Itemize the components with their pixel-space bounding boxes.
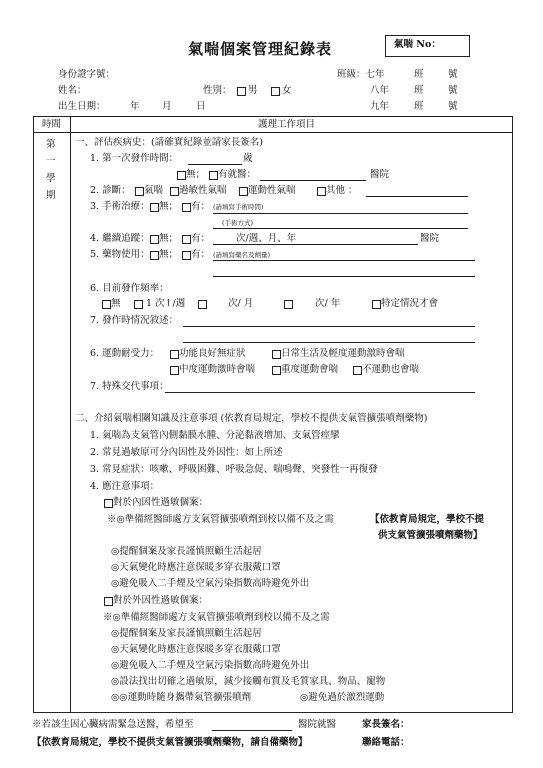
- q2-opt-label: 其他 ：: [326, 185, 358, 196]
- q6b-label: 6. 運動耐受力：: [90, 348, 160, 359]
- q6b-opt-label: 中度運動激時會喘: [179, 364, 256, 375]
- q7-field-1[interactable]: [183, 326, 475, 327]
- q7b-field[interactable]: [165, 392, 475, 393]
- footer-hospital: 醫院就醫: [298, 719, 337, 730]
- ban-label: 班: [414, 85, 424, 96]
- q1-hospital-label: 醫院: [370, 169, 390, 180]
- q1-label: 1. 第一次發作時間：: [90, 153, 179, 164]
- form-title: 氣喘個案管理紀錄表: [188, 40, 333, 58]
- internal-item: ◎天氣變化時應注意保暖多穿衣服戴口罩: [111, 562, 281, 573]
- q7b-label: 7. 特殊交代事項：: [90, 381, 169, 392]
- external-item: ◎天氣變化時應注意保暖多穿衣服戴口罩: [111, 644, 281, 655]
- q4-has-checkbox[interactable]: [182, 235, 191, 244]
- year-label: 年: [130, 101, 140, 112]
- q3-method-field[interactable]: [213, 228, 468, 229]
- q2-opt-label: 氣喘: [144, 185, 164, 196]
- male-checkbox[interactable]: [237, 87, 246, 96]
- internal-note-bold: 【依教育局規定，學校不提: [370, 514, 485, 525]
- q5-has-checkbox[interactable]: [182, 251, 191, 260]
- q5-label: 5. 藥物使用：: [90, 249, 150, 260]
- q1-hospital-field[interactable]: [260, 180, 366, 181]
- q3-has-checkbox[interactable]: [182, 203, 191, 212]
- q3-none-checkbox[interactable]: [150, 203, 159, 212]
- sec2-item: 1. 氣喘為支氣管內側黏膜水腫、分泌黏液增加、支氣管痙攣: [90, 430, 340, 441]
- birth-label: 出生日期：: [58, 101, 106, 112]
- external-item: ◎避免過於激烈運動: [300, 692, 385, 703]
- external-item: ◎設法找出切確之過敏原，減少接觸布質及毛質家具、物品、寵物: [111, 676, 386, 687]
- external-item: ◎提醒個案及家長謹慎照顧生活起居: [111, 628, 262, 639]
- q1-none-checkbox[interactable]: [177, 171, 186, 180]
- asthma-no-label: 氣喘 No：: [394, 39, 441, 50]
- q2-opt-label: 過敏性氣喘: [179, 185, 227, 196]
- external-item: ※◎準備經醫師處方支氣管擴張噴劑到校以備不及之需: [103, 612, 330, 623]
- sec2-item: 2. 常見過敏原可分內因性及外因性：如上所述: [90, 447, 283, 458]
- q2-opt-checkbox[interactable]: [170, 187, 179, 196]
- col-items-header: 護理工作項目: [258, 119, 316, 130]
- q1-has-checkbox[interactable]: [209, 171, 218, 180]
- day-label: 日: [196, 101, 206, 112]
- external-label: 對於外因性過敏個案：: [113, 595, 209, 606]
- header-divider: [33, 132, 512, 133]
- q2-label: 2. 診斷：: [90, 185, 131, 196]
- q5-note: (請填寫藥名及劑量): [213, 251, 271, 259]
- q6-opt-label: 1 次↑/週: [146, 298, 186, 309]
- q3-note2: (手術方式): [222, 219, 254, 227]
- q5-field-1[interactable]: [213, 260, 475, 261]
- q6b-opt-label: 功能良好無症狀: [179, 348, 246, 359]
- q4-none-checkbox[interactable]: [150, 235, 159, 244]
- column-divider: [70, 116, 71, 712]
- q6b-opt-checkbox[interactable]: [353, 366, 362, 375]
- q4-none-label: 無；: [159, 233, 179, 244]
- external-item: ◎◎運動時隨身攜帶氣管擴張噴劑: [111, 692, 252, 703]
- q3-none-label: 無；: [159, 201, 179, 212]
- hao-label: 號: [448, 101, 458, 112]
- phone-label: 聯絡電話：: [362, 737, 410, 748]
- id-label: 身份證字號：: [58, 69, 116, 80]
- period-char: 期: [46, 190, 56, 201]
- q6b-opt-checkbox[interactable]: [272, 366, 281, 375]
- internal-checkbox[interactable]: [104, 499, 113, 508]
- internal-item: ◎提醒個案及家長謹慎照顧生活起居: [111, 546, 262, 557]
- col-time-header: 時間: [42, 119, 62, 130]
- q4-has-label: 有：: [191, 233, 211, 244]
- female-label: 女: [282, 85, 292, 96]
- q6-opt-label: 次/ 月: [228, 298, 254, 309]
- asthma-no-box[interactable]: [385, 35, 470, 57]
- name-label: 姓名：: [58, 85, 87, 96]
- q7-label: 7. 發作時情況敘述：: [90, 315, 179, 326]
- q1-has-label: 有就醫：: [218, 169, 257, 180]
- q6-opt-checkbox[interactable]: [134, 300, 143, 309]
- q2-opt-checkbox[interactable]: [135, 187, 144, 196]
- footer-note2: 【依教育局規定，學校不提供支氣管擴張噴劑藥物，請自備藥物】: [32, 737, 308, 748]
- q4-freq-label: 次/週、月、年: [236, 233, 297, 244]
- period-char: 一: [46, 156, 56, 167]
- q5-none-checkbox[interactable]: [150, 251, 159, 260]
- q5-field-2[interactable]: [213, 276, 475, 277]
- sec2-item: 3. 常見症狀：咳嗽、呼吸困難、呼吸急促、喘鳴聲、突發性一再復發: [90, 464, 378, 475]
- gender-label: 性別：: [203, 85, 232, 96]
- q6-opt-label: 無: [111, 298, 121, 309]
- q4-hospital-label: 醫院: [420, 233, 440, 244]
- q3-label: 3. 手術治療：: [90, 201, 150, 212]
- sec1-title: 一、評估疾病史：(請確實紀錄並請家長簽名): [75, 137, 263, 148]
- q4-label: 4. 繼續追蹤：: [90, 233, 150, 244]
- footer-note1: ※若該生因心臟病需緊急送醫，希望至: [32, 719, 194, 730]
- q1-unit: 歲: [243, 153, 253, 164]
- ban-label: 班: [414, 69, 424, 80]
- q3-time-field[interactable]: [213, 213, 468, 214]
- sec2-title: 二、介紹氣喘相關知識及注意事項 (依教育局規定，學校不提供支氣管擴張噴劑藥物): [75, 413, 428, 424]
- parent-sign-label: 家長簽名：: [362, 719, 410, 730]
- q2-opt-checkbox[interactable]: [239, 187, 248, 196]
- hao-label: 號: [448, 69, 458, 80]
- male-label: 男: [248, 85, 258, 96]
- grade9-label: 九年: [370, 101, 390, 112]
- period-char: 學: [46, 173, 56, 184]
- q1-age-field[interactable]: [188, 164, 242, 165]
- q7-field-2[interactable]: [183, 342, 475, 343]
- q6b-opt-label: 重度運動會喘: [281, 364, 339, 375]
- q3-note1: (請填寫手術時間): [213, 203, 264, 211]
- q6b-opt-checkbox[interactable]: [170, 366, 179, 375]
- q6-opt-label: 次/ 年: [315, 298, 341, 309]
- q5-none-label: 無；: [159, 249, 179, 260]
- external-checkbox[interactable]: [104, 597, 113, 606]
- q6-opt-checkbox[interactable]: [284, 300, 293, 309]
- internal-item: ◎避免吸入二手煙及空氣污染指數高時避免外出: [111, 578, 310, 589]
- internal-item: ※◎準備經醫師處方支氣管擴張噴劑到校以備不及之需: [107, 514, 334, 525]
- ban-label: 班: [414, 101, 424, 112]
- grade8-label: 八年: [370, 85, 390, 96]
- q6-opt-label: 特定情況才會: [381, 298, 439, 309]
- sec2-item: 4. 應注意事項：: [90, 481, 160, 492]
- q2-opt-label: 運動性氣喘: [248, 185, 296, 196]
- footer-hospital-field[interactable]: [212, 730, 292, 731]
- q6b-opt-label: 日常生活及輕度運動激時會喘: [281, 348, 405, 359]
- internal-label: 對於內因性過敏個案：: [113, 497, 209, 508]
- q3-has-label: 有：: [191, 201, 211, 212]
- q2-other-field[interactable]: [366, 196, 468, 197]
- q6-opt-checkbox[interactable]: [102, 300, 111, 309]
- q6b-opt-checkbox[interactable]: [170, 350, 179, 359]
- q6-label: 6. 目前發作頻率：: [90, 283, 169, 294]
- class-label: 班級：七年: [337, 69, 385, 80]
- month-label: 月: [162, 101, 172, 112]
- internal-note-bold: 供支氣管擴張噴劑藥物】: [378, 530, 483, 541]
- q1-none-label: 無；: [186, 169, 206, 180]
- q6-opt-checkbox[interactable]: [372, 300, 381, 309]
- q6-opt-checkbox[interactable]: [198, 300, 207, 309]
- external-item: ◎避免吸入二手煙及空氣污染指數高時避免外出: [111, 660, 310, 671]
- q2-opt-checkbox[interactable]: [317, 187, 326, 196]
- q6b-opt-checkbox[interactable]: [272, 350, 281, 359]
- period-char: 第: [46, 139, 56, 150]
- q6b-opt-label: 不運動也會喘: [362, 364, 420, 375]
- q4-field[interactable]: [213, 244, 418, 245]
- hao-label: 號: [448, 85, 458, 96]
- female-checkbox[interactable]: [271, 87, 280, 96]
- q5-has-label: 有：: [191, 249, 211, 260]
